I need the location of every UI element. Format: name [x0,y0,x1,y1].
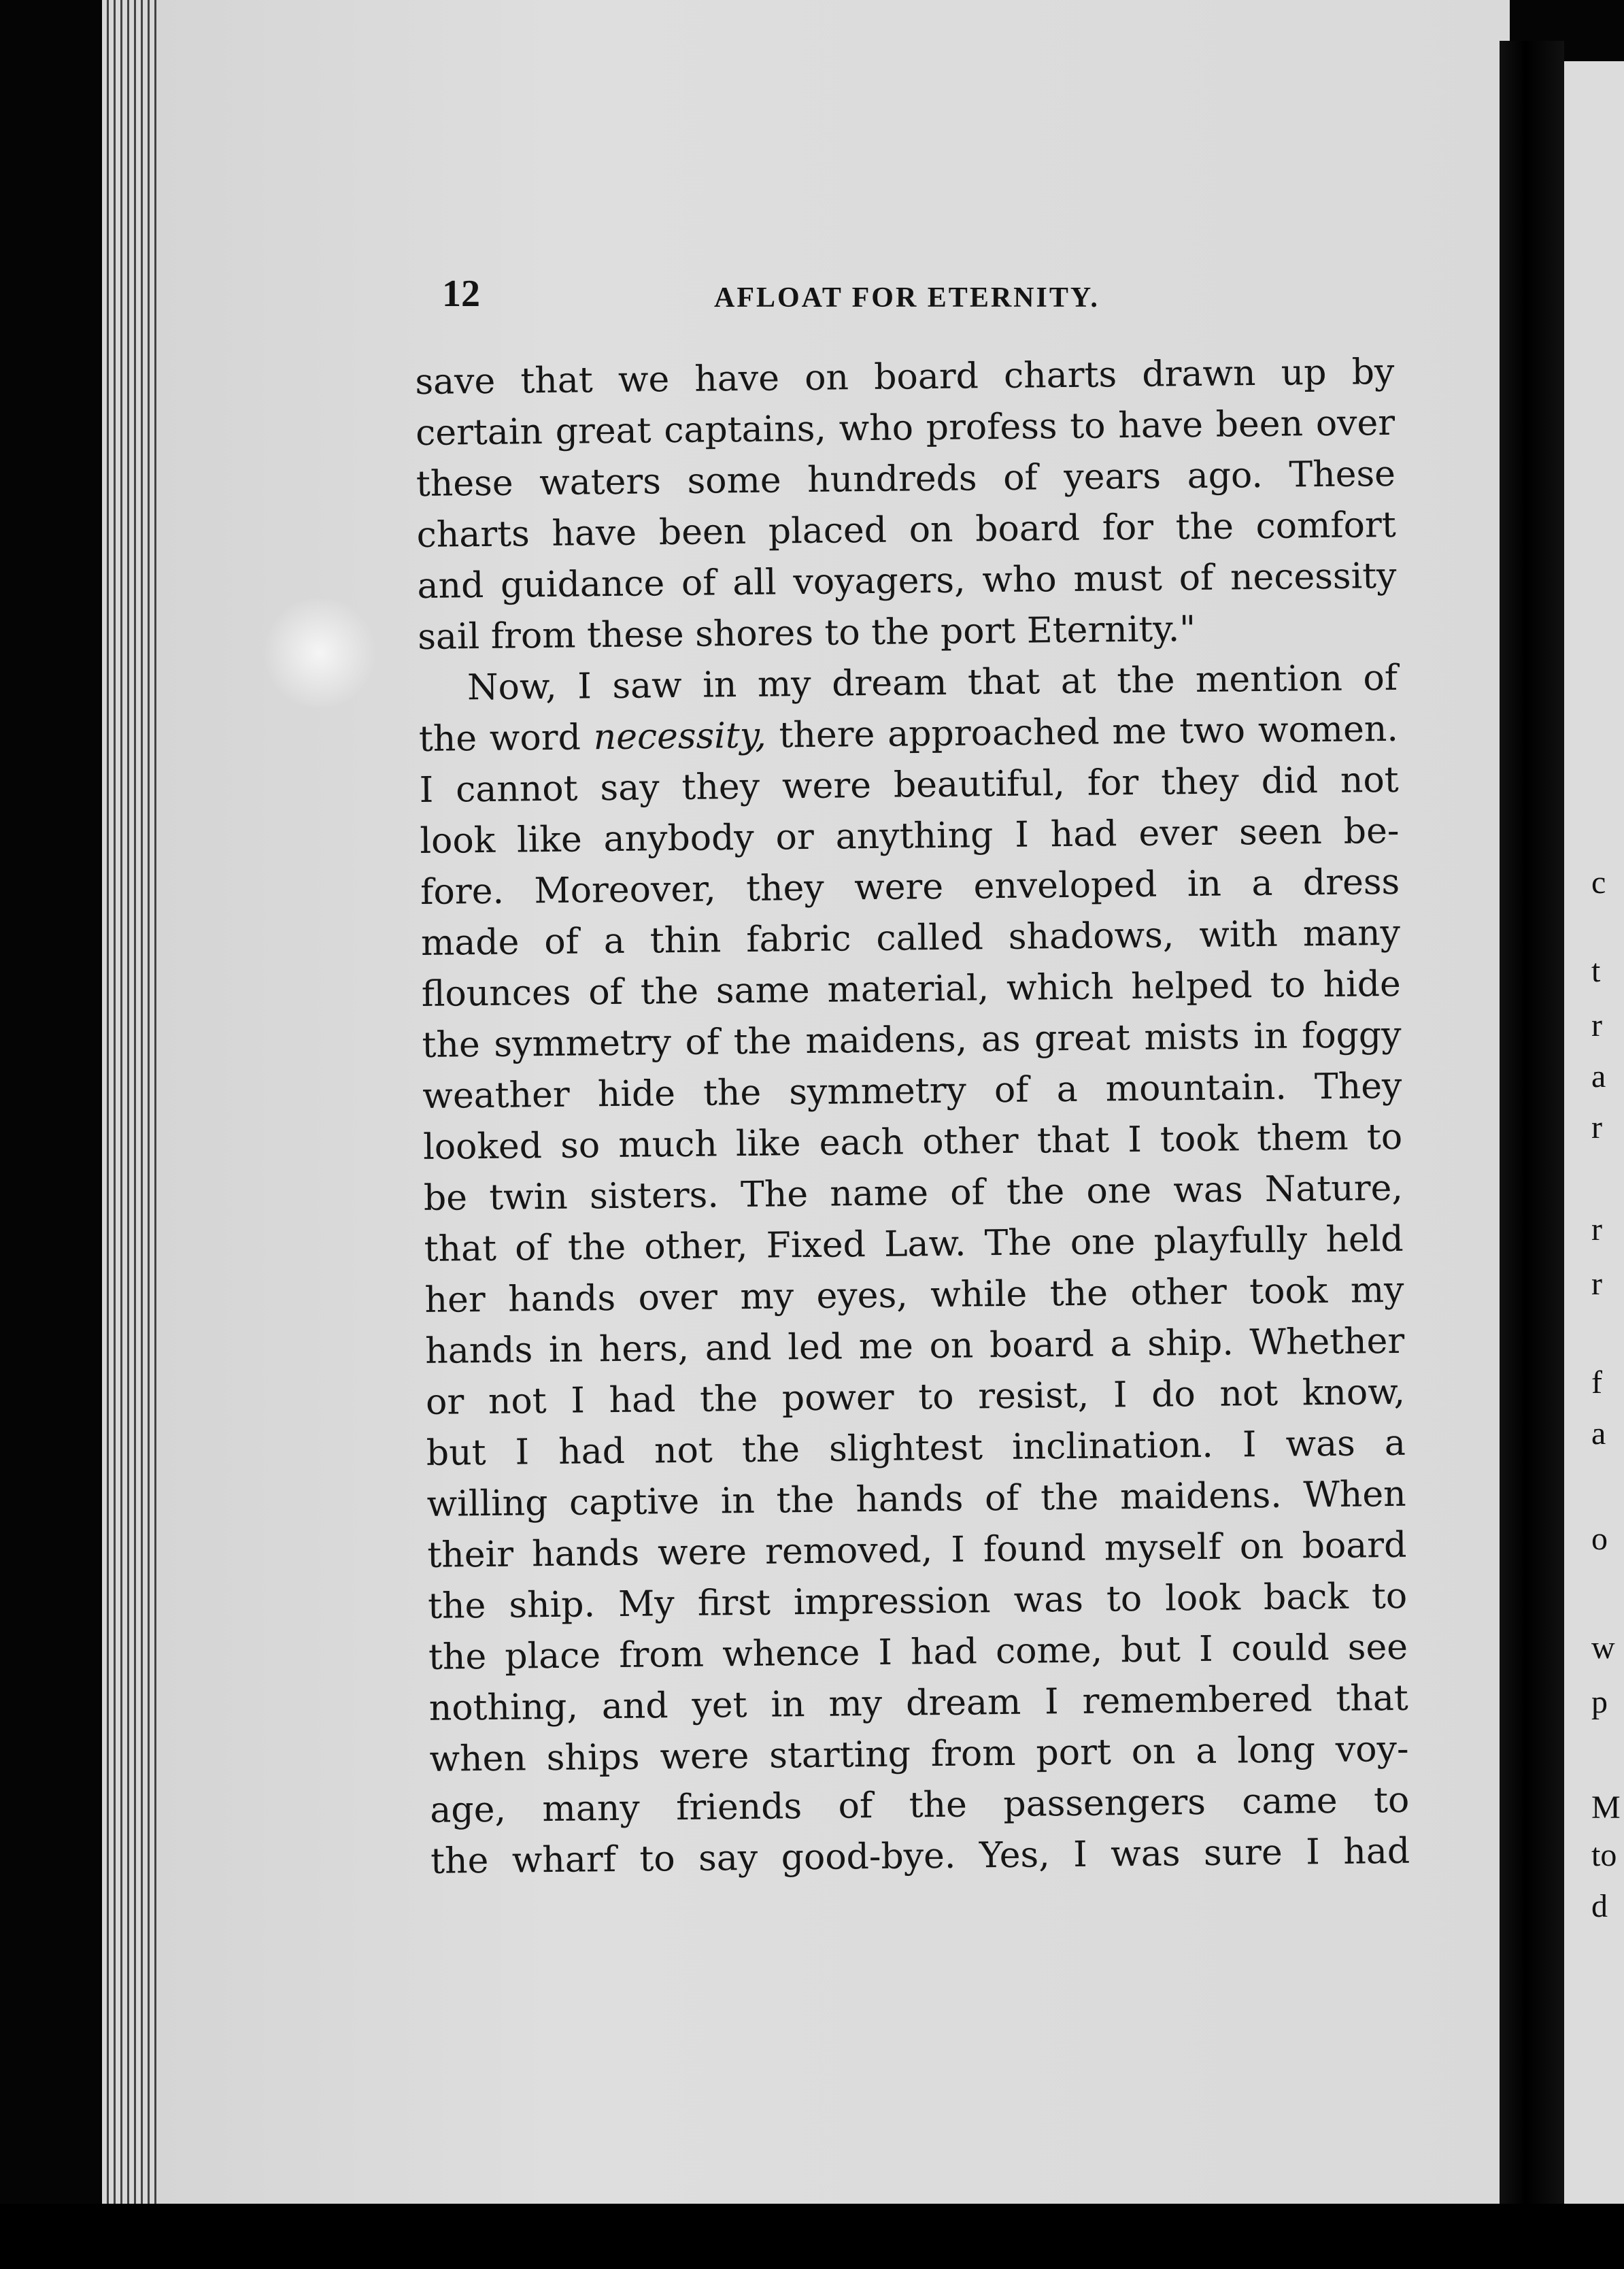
text-line: willing captive in the hands of the maidens. When [426,1473,1406,1525]
facing-letter: r [1591,1109,1602,1145]
page-number: 12 [442,273,480,315]
facing-letter: r [1591,1211,1602,1247]
text-line: looked so much like each other that I took them to [422,1116,1403,1168]
body-text [415,347,1410,1887]
facing-letter: w [1591,1630,1615,1666]
facing-letter: f [1591,1364,1602,1400]
text-line: the wharf to say good-bye. Yes, I was sure I had [430,1830,1410,1882]
text-line: that of the other, Fixed Law. The one playfully held [424,1218,1404,1270]
text-line: her hands over my eyes, while the other took my [424,1269,1404,1321]
book-gutter [1500,41,1564,2217]
text-line: charts have been placed on board for the comfort [416,504,1396,556]
text-line: I cannot say they were beautiful, for they did not [419,759,1399,811]
text-line: the place from whence I had come, but I could see [428,1626,1408,1678]
facing-letter: p [1591,1684,1608,1720]
facing-letter: r [1591,1266,1602,1302]
facing-letter: r [1591,1007,1602,1043]
text-line: save that we have on board charts drawn up by [415,351,1395,403]
text-line: weather hide the symmetry of a mountain. They [422,1065,1402,1117]
facing-letter: M [1591,1789,1621,1826]
text-line: certain great captains, who profess to have been over [415,402,1395,454]
running-title: AFLOAT FOR ETERNITY. [714,282,1100,314]
text-line: hands in hers, and led me on board a ship. Whether [424,1320,1405,1372]
facing-letter: to [1591,1837,1617,1873]
page-header [442,272,1462,333]
text-line: Now, I saw in my dream that at the mention of [467,657,1398,709]
facing-letter: o [1591,1521,1608,1557]
text-line: be twin sisters. The name of the one was Nature, [423,1167,1404,1219]
text-line: or not I had the power to resist, I do not know, [425,1371,1406,1423]
text-line: flounces of the same material, which helped to hide [421,963,1402,1015]
text-line: but I had not the slightest inclination. I was a [426,1422,1406,1474]
facing-letter: a [1591,1058,1606,1094]
text-line: and guidance of all voyagers, who must of necessity [417,555,1397,607]
text-line: their hands were removed, I found myself on board [427,1524,1407,1576]
scan-bottom-border [0,2204,1624,2269]
text-line: age, many friends of the passengers came to [430,1779,1410,1831]
text-line: made of a thin fabric called shadows, with many [420,912,1401,964]
facing-page-letters [1591,0,1624,2269]
text-line: nothing, and yet in my dream I remembered that [428,1677,1409,1729]
text-line: fore. Moreover, they were enveloped in a dress [420,861,1400,913]
light-glare [258,599,381,707]
facing-letter: d [1591,1888,1608,1924]
facing-letter: t [1591,953,1601,989]
italic-word: necessity, [593,715,767,758]
facing-letter: c [1591,864,1606,901]
text-line: look like anybody or anything I had ever seen be- [420,810,1400,862]
facing-letter: a [1591,1415,1606,1451]
text-line: these waters some hundreds of years ago. These [416,453,1396,505]
text-line: sail from these shores to the port Eternity." [418,609,1196,658]
page-edges [102,0,163,2204]
text-line: when ships were starting from port on a long voy- [429,1728,1409,1780]
text-line: the ship. My first impression was to look back to [427,1575,1408,1627]
text-line: the symmetry of the maidens, as great mists in foggy [422,1014,1402,1066]
text-segment: there approached me two women. [766,708,1399,756]
text-segment: the word [418,717,594,760]
